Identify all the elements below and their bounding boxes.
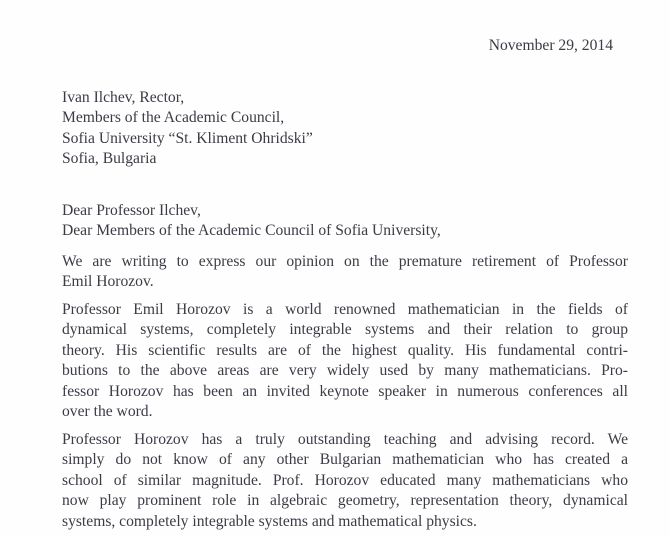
address-line: Ivan Ilchev, Rector, (62, 88, 185, 106)
letter-content (0, 36, 628, 532)
paragraph-line: school of similar magnitude. Prof. Horozov educated many mathematicians who (62, 471, 628, 489)
paragraph-line: now play prominent role in algebraic geometry, representation theory, dynamical (62, 492, 628, 509)
body-paragraph (62, 300, 628, 423)
salutation-line: Dear Professor Ilchev, (62, 201, 201, 219)
paragraph-line: simply do not know of any other Bulgarian mathematician who has created a (62, 451, 628, 468)
paragraph-line: Professor Horozov has a truly outstanding teaching and advising record. We (62, 430, 628, 448)
address-line: Members of the Academic Council, (62, 109, 285, 126)
salutation-line: Dear Members of the Academic Council of Sofia University, (62, 222, 441, 239)
letter-date (62, 36, 628, 57)
salutation (62, 201, 628, 242)
paragraph-line: systems, completely integrable systems and mathematical physics. (62, 512, 477, 530)
date-text: November 29, 2014 (488, 37, 613, 54)
address-line: Sofia University “St. Kliment Ohridski” (62, 129, 313, 147)
paragraph-line: Emil Horozov. (62, 273, 154, 290)
paragraph-line: theory. His scientific results are of the highest quality. His fundamental contri- (62, 341, 628, 359)
paragraph-line: over the word. (62, 403, 153, 420)
recipient-address (62, 88, 628, 170)
paragraph-line: butions to the above areas are very widely used by many mathematicians. Pro- (62, 362, 628, 379)
address-line: Sofia, Bulgaria (62, 150, 157, 167)
paragraph-line: We are writing to express our opinion on the premature retirement of Professor (62, 252, 628, 270)
paragraph-line: fessor Horozov has been an invited keynote speaker in numerous conferences all (62, 382, 628, 400)
body-paragraph (62, 252, 628, 293)
body-paragraph (62, 430, 628, 533)
paragraph-line: dynamical systems, completely integrable systems and their relation to group (62, 321, 628, 338)
paragraph-line: Professor Emil Horozov is a world renowned mathematician in the fields of (62, 300, 628, 318)
